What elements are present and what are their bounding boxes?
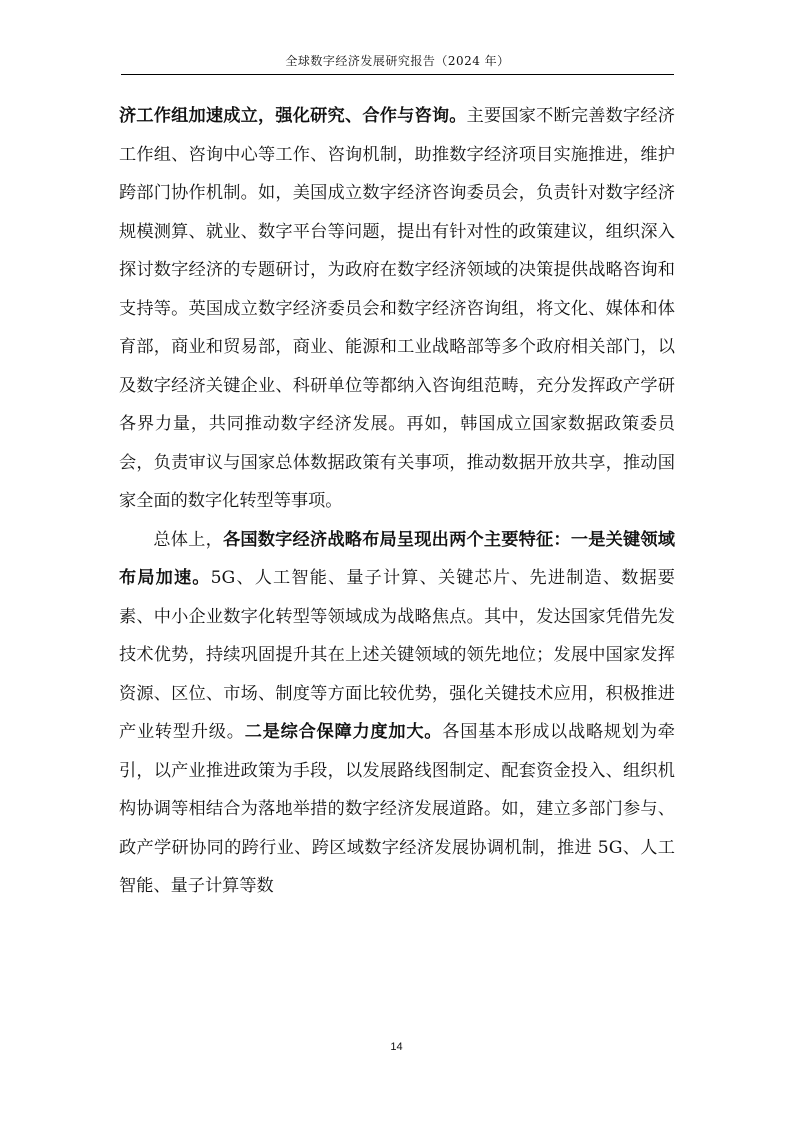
paragraph-1-lead-bold: 济工作组加速成立，强化研究、合作与咨询。 bbox=[119, 106, 467, 126]
running-header bbox=[121, 50, 674, 75]
body-text bbox=[119, 97, 675, 906]
paragraph-2-feature-two-body: 各国基本形成以战略规划为牵引，以产业推进政策为手段，以发展路线图制定、配套资金投入、组织机构协调等相结合为落地举措的数字经济发展道路。如，建立多部门参与、政产学研协同的跨行业、跨区域数字经济发展协调机制，推进 5G、人工智能、量子计算等数 bbox=[119, 722, 675, 896]
page-number: 14 bbox=[390, 1041, 403, 1053]
paragraph-2-feature-one-body: 5G、人工智能、量子计算、关键芯片、先进制造、数据要素、中小企业数字化转型等领域成为战略焦点。其中，发达国家凭借先发技术优势，持续巩固提升其在上述关键领域的领先地位；发展中国家发挥资源、区位、市场、制度等方面比较优势，强化关键技术应用，积极推进产业转型升级。 bbox=[119, 568, 675, 742]
paragraph-1-body: 主要国家不断完善数字经济工作组、咨询中心等工作、咨询机制，助推数字经济项目实施推进，维护跨部门协作机制。如，美国成立数字经济咨询委员会，负责针对数字经济规模测算、就业、数字平台等问题，提出有针对性的政策建议，组织深入探讨数字经济的专题研讨，为政府在数字经济领域的决策提供战略咨询和支持等。英国成立数字经济委员会和数字经济咨询组，将文化、媒体和体育部，商业和贸易部，商业、能源和工业战略部等多个政府相关部门，以及数字经济关键企业、科研单位等都纳入咨询组范畴，充分发挥政产学研各界力量，共同推动数字经济发展。再如，韩国成立国家数据政策委员会，负责审议与国家总体数据政策有关事项，推动数据开放共享，推动国家全面的数字化转型等事项。 bbox=[119, 106, 675, 511]
paragraph-2-feature-two-bold: 二是综合保障力度加大。 bbox=[244, 722, 443, 742]
header-title: 全球数字经济发展研究报告（2024 年） bbox=[285, 54, 510, 68]
paragraph-2 bbox=[119, 521, 675, 906]
paragraph-2-feature-one-bold: 各国数字经济战略布局呈现出两个主要特征：一是关键领域布局加速。 bbox=[119, 529, 675, 588]
paragraph-2-intro: 总体上， bbox=[153, 529, 223, 550]
paragraph-1 bbox=[119, 97, 675, 521]
